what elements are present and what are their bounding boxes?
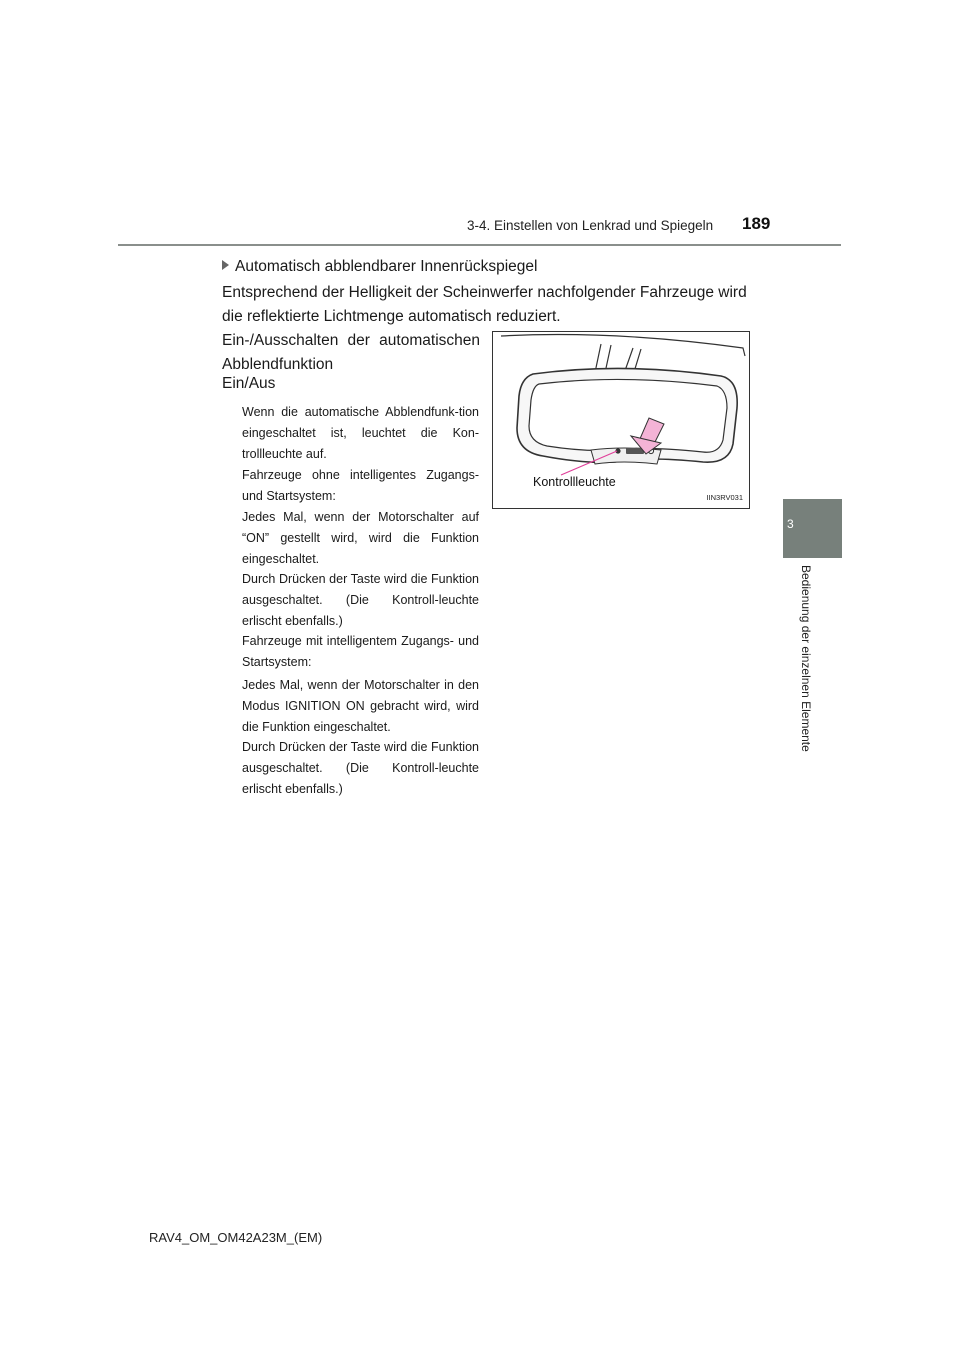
body-paragraph: Wenn die automatische Abblendfunk-tion eingeschaltet ist, leuchtet die Kon-trollleuchte auf. [242, 405, 479, 461]
header-rule [118, 244, 841, 246]
chapter-tab-number: 3 [787, 517, 794, 531]
body-paragraph: Durch Drücken der Taste wird die Funktion ausgeschaltet. (Die Kontroll-leuchte erlischt ebenfalls.) [242, 572, 479, 628]
item-label: Ein/Aus [222, 375, 276, 392]
header-section-title: 3-4. Einstellen von Lenkrad und Spiegeln [467, 218, 714, 233]
page-number: 189 [742, 214, 771, 233]
section-heading-text: Automatisch abblendbarer Innenrückspiegel [235, 258, 538, 275]
intro-paragraph: Entsprechend der Helligkeit der Scheinwerfer nachfolgender Fahrzeuge wird die reflektierte Lichtmenge automatisch reduziert. [222, 284, 747, 325]
callout-label: Kontrollleuchte [533, 475, 616, 489]
subsection-title: Ein-/Ausschalten der automatischen Abblendfunktion [222, 332, 480, 373]
rearview-mirror-illustration [493, 332, 751, 510]
body-paragraph: Jedes Mal, wenn der Motorschalter auf “ON” gestellt wird, wird die Funktion eingeschaltet. [242, 510, 479, 566]
chapter-side-label: Bedienung der einzelnen Elemente [799, 565, 813, 752]
body-paragraph: Fahrzeuge mit intelligentem Zugangs- und Startsystem: [242, 634, 479, 669]
section-heading [222, 258, 537, 276]
body-paragraph: Jedes Mal, wenn der Motorschalter in den Modus IGNITION ON gebracht wird, wird die Funktion eingeschaltet. [242, 678, 479, 734]
image-code: IIN3RV031 [706, 493, 743, 502]
footer-doc-id: RAV4_OM_OM42A23M_(EM) [149, 1230, 323, 1245]
mirror-figure [492, 331, 750, 509]
body-paragraph: Durch Drücken der Taste wird die Funktion ausgeschaltet. (Die Kontroll-leuchte erlischt ebenfalls.) [242, 740, 479, 796]
body-paragraph: Fahrzeuge ohne intelligentes Zugangs- und Startsystem: [242, 468, 479, 503]
triangle-bullet-icon [222, 260, 229, 270]
